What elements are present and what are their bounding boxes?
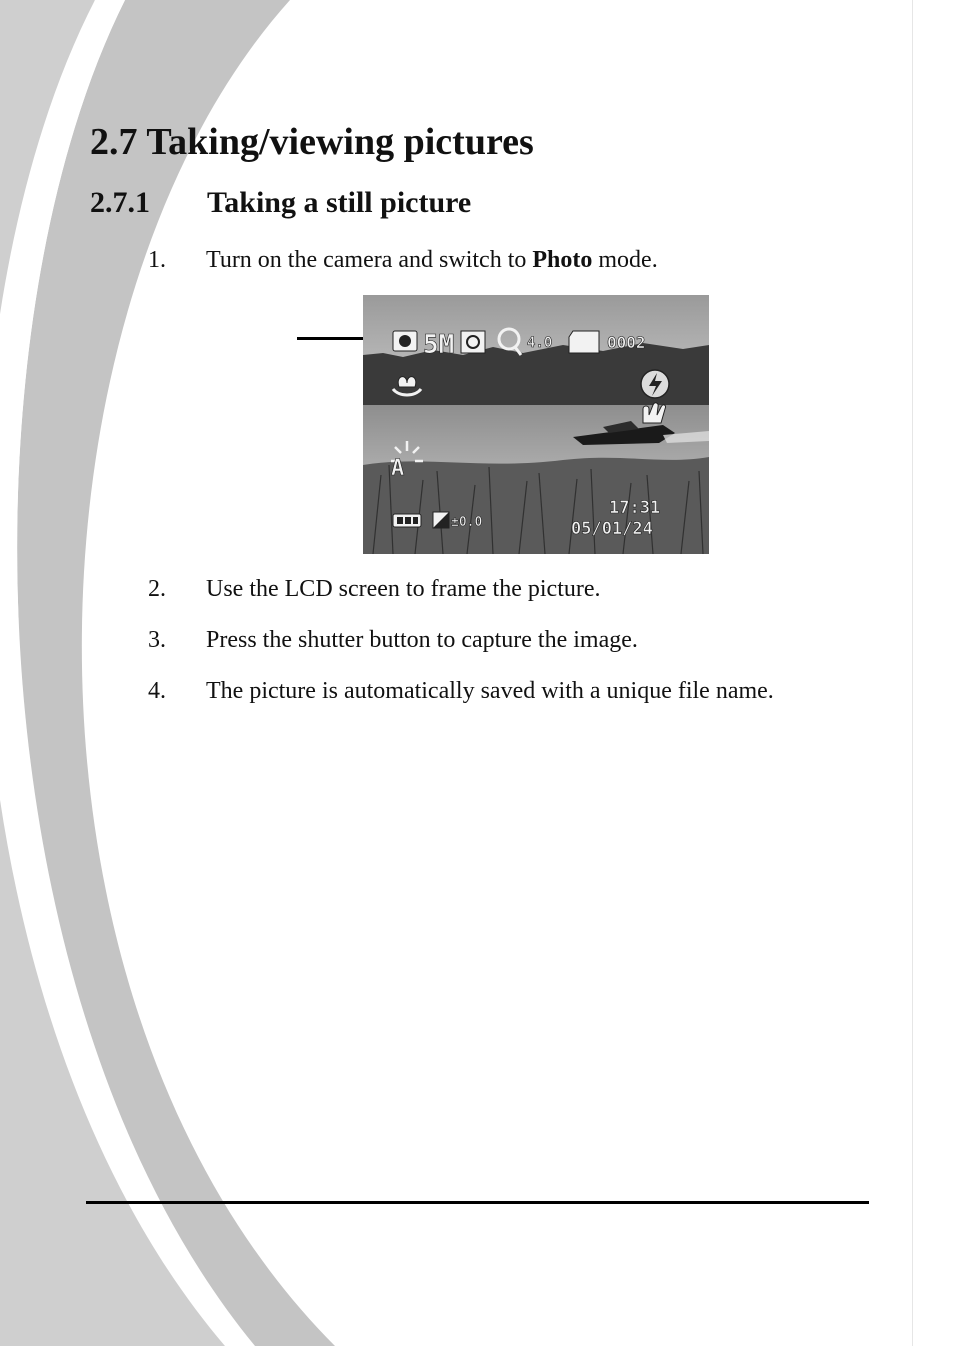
exposure-value: ±0.0 [451,515,483,530]
awb-letter: A [391,456,405,481]
footer-rule [86,1201,869,1204]
camera-mode-icon [393,331,417,351]
exposure-icon [433,512,449,528]
clock-date: 05/01/24 [571,519,653,539]
step-text-bold: Photo [532,247,593,273]
subsection-heading [90,186,471,220]
step-text-pre: Turn on the camera and switch to [206,247,533,273]
battery-icon [393,514,421,527]
resolution-indicator: 5M [423,330,455,360]
subsection-number: 2.7.1 [90,186,150,219]
lcd-screen-image [363,295,709,554]
stabilizer-icon [643,403,666,423]
quality-icon [461,331,485,353]
step-text: The picture is automatically saved with a unique file name. [206,678,774,704]
step-number: 3. [148,627,166,653]
step-number: 4. [148,678,166,704]
step-text: Press the shutter button to capture the image. [206,627,638,653]
right-margin-line [912,0,913,1346]
flash-icon [641,370,669,398]
memory-card-icon [569,331,599,353]
zoom-level: 4.0 [527,335,553,351]
shots-remaining: 0002 [607,333,646,352]
step-text-post: mode. [592,247,658,273]
step-text: Use the LCD screen to frame the picture. [206,576,601,602]
subsection-title: Taking a still picture [207,186,472,219]
clock-time: 17:31 [609,498,661,518]
step-number: 1. [148,247,166,273]
section-heading: 2.7 Taking/viewing pictures [90,121,534,163]
step-number: 2. [148,576,166,602]
step-text [206,244,826,276]
